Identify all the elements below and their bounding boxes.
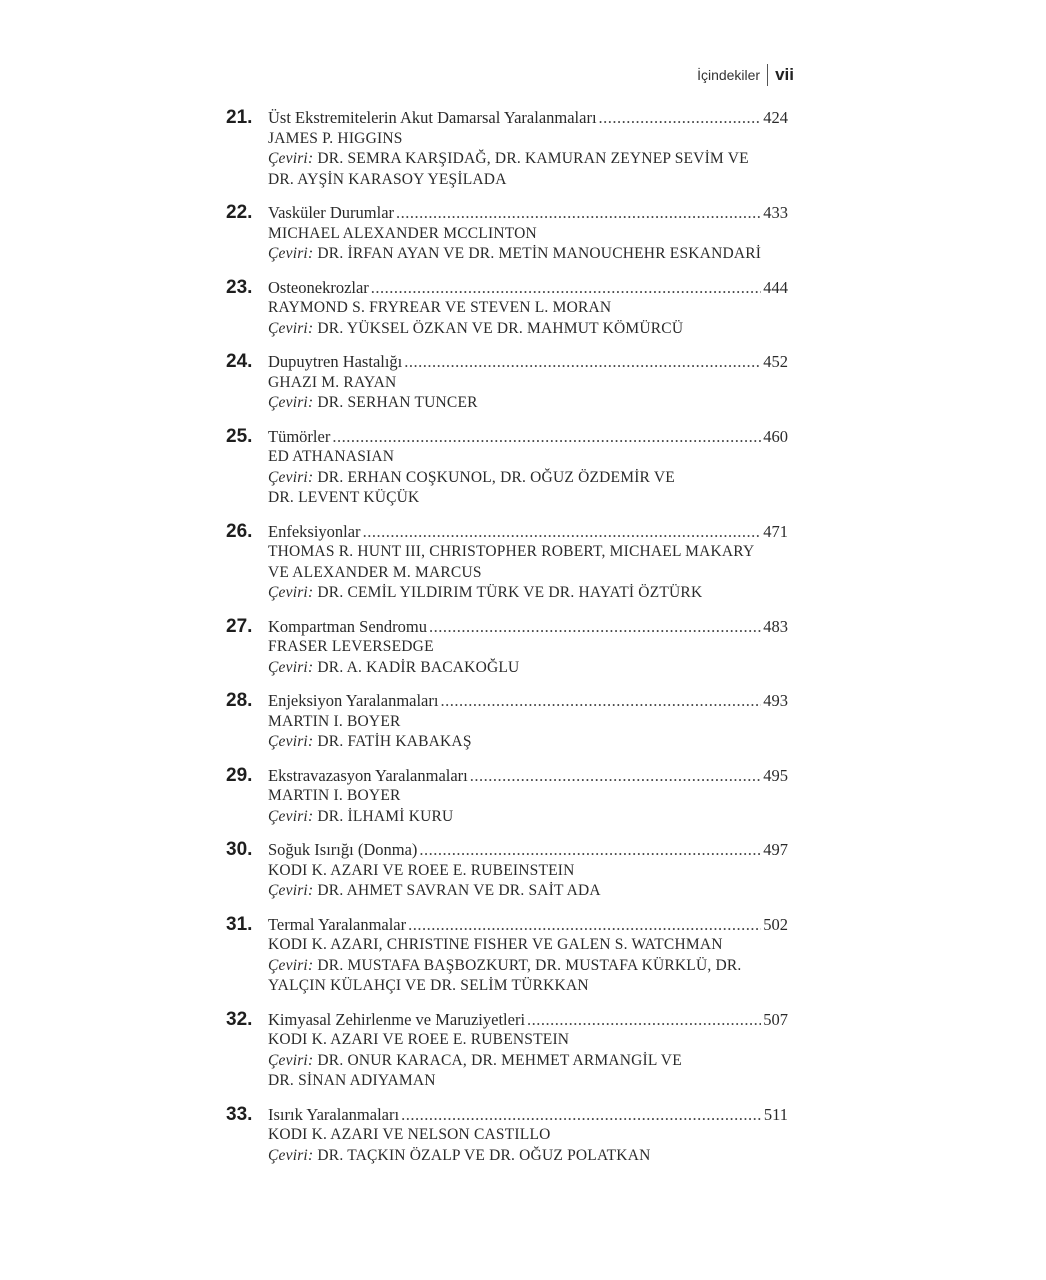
chapter-authors: MARTIN I. BOYER	[268, 712, 401, 730]
chapter-number: 23.	[226, 276, 253, 298]
chapter-page: 497	[763, 840, 788, 859]
chapter-title: Tümörler	[268, 426, 331, 446]
chapter-authors: THOMAS R. HUNT III, CHRISTOPHER ROBERT, MICHAEL MAKARY	[268, 543, 755, 560]
chapter-number: 21.	[226, 107, 253, 128]
chapter-number: 25.	[226, 425, 253, 447]
chapter-title: Isırık Yaralanmaları	[268, 1104, 400, 1124]
chapter-translators	[268, 149, 788, 170]
translation-label: Çeviri:	[268, 245, 314, 262]
chapter-number: 27.	[226, 615, 253, 637]
toc-entry-33	[222, 1105, 788, 1167]
toc-entry-28	[222, 691, 788, 753]
toc-entry-27	[222, 617, 788, 679]
leader-dots	[470, 766, 761, 787]
chapter-page: 433	[763, 203, 788, 222]
chapter-title: Soğuk Isırığı (Donma)	[268, 840, 418, 859]
leader-dots	[599, 108, 762, 129]
chapter-number: 30.	[226, 839, 253, 860]
chapter-title: Ekstravazasyon Yaralanmaları	[268, 765, 468, 785]
toc-entry-29	[222, 766, 788, 828]
chapter-title-line[interactable]	[268, 108, 788, 129]
chapter-authors: ED ATHANASIAN	[268, 448, 395, 465]
chapter-translators	[268, 1146, 788, 1167]
chapter-title-line[interactable]	[268, 1010, 788, 1031]
leader-dots	[404, 352, 761, 373]
chapter-number: 31.	[226, 913, 253, 935]
translation-label: Çeviri:	[268, 150, 314, 167]
chapter-number: 29.	[226, 764, 253, 786]
translators-line: DR. YÜKSEL ÖZKAN VE DR. MAHMUT KÖMÜRCÜ	[317, 319, 684, 337]
chapter-title: Kimyasal Zehirlenme ve Maruziyetleri	[268, 1009, 526, 1029]
chapter-title: Dupuytren Hastalığı	[268, 352, 403, 371]
chapter-title-line[interactable]	[268, 766, 788, 787]
translators-line: DR. A. KADİR BACAKOĞLU	[317, 658, 520, 676]
translators-line: YALÇIN KÜLAHÇI VE DR. SELİM TÜRKKAN	[268, 977, 589, 994]
chapter-authors: JAMES P. HIGGINS	[268, 129, 403, 147]
chapter-authors: KODI K. AZARI VE NELSON CASTILLO	[268, 1126, 551, 1143]
chapter-authors: MICHAEL ALEXANDER MCCLINTON	[268, 224, 537, 242]
chapter-title: Üst Ekstremitelerin Akut Damarsal Yaralanmaları	[268, 108, 597, 127]
chapter-page: 495	[763, 765, 788, 785]
translators-line: DR. SEMRA KARŞIDAĞ, DR. KAMURAN ZEYNEP SEVİM VE	[317, 150, 749, 167]
chapter-title-line[interactable]	[268, 1105, 788, 1126]
chapter-title-line[interactable]	[268, 840, 788, 861]
translation-label: Çeviri:	[268, 658, 314, 676]
chapter-title: Enjeksiyon Yaralanmaları	[268, 691, 439, 710]
leader-dots	[527, 1010, 761, 1031]
chapter-translators	[268, 881, 788, 902]
translators-line: DR. LEVENT KÜÇÜK	[268, 489, 420, 506]
chapter-authors: FRASER LEVERSEDGE	[268, 638, 434, 655]
chapter-title-line[interactable]	[268, 522, 788, 543]
chapter-title: Kompartman Sendromu	[268, 616, 428, 636]
chapter-title-line[interactable]	[268, 915, 788, 936]
chapter-authors: RAYMOND S. FRYREAR VE STEVEN L. MORAN	[268, 299, 612, 316]
chapter-translators	[268, 583, 788, 604]
translation-label: Çeviri:	[268, 1051, 314, 1069]
translators-line: DR. SİNAN ADIYAMAN	[268, 1072, 436, 1089]
translators-line: DR. TAÇKIN ÖZALP VE DR. OĞUZ POLATKAN	[317, 1146, 651, 1164]
chapter-authors: VE ALEXANDER M. MARCUS	[268, 563, 482, 581]
leader-dots	[429, 617, 761, 638]
translators-line: DR. İRFAN AYAN VE DR. METİN MANOUCHEHR ESKANDARİ	[317, 245, 762, 262]
header-title: İçindekiler	[697, 67, 761, 83]
chapter-translators	[268, 807, 788, 828]
translators-line: DR. İLHAMİ KURU	[317, 807, 454, 825]
translation-label: Çeviri:	[268, 394, 314, 411]
leader-dots	[371, 278, 761, 299]
running-header	[697, 64, 794, 86]
chapter-page: 507	[763, 1009, 788, 1029]
toc-entry-26	[222, 522, 788, 604]
chapter-translators	[268, 732, 788, 753]
chapter-page: 483	[763, 616, 788, 636]
chapter-number: 22.	[226, 202, 253, 223]
chapter-title-line[interactable]	[268, 203, 788, 224]
chapter-title-line[interactable]	[268, 352, 788, 373]
chapter-translators	[268, 658, 788, 679]
chapter-page: 460	[763, 426, 788, 446]
toc-entry-30	[222, 840, 788, 902]
translators-line: DR. MUSTAFA BAŞBOZKURT, DR. MUSTAFA KÜRKLÜ, DR.	[317, 956, 742, 974]
chapter-number: 24.	[226, 351, 253, 372]
toc-entry-25	[222, 427, 788, 509]
toc-entry-31	[222, 915, 788, 997]
chapter-number: 33.	[226, 1103, 253, 1125]
chapter-title-line[interactable]	[268, 691, 788, 712]
header-page-number: vii	[775, 65, 794, 84]
toc-entry-32	[222, 1010, 788, 1092]
chapter-number: 32.	[226, 1008, 253, 1030]
chapter-title: Termal Yaralanmalar	[268, 914, 407, 934]
translators-line: DR. FATİH KABAKAŞ	[317, 733, 472, 750]
chapter-page: 493	[763, 691, 788, 710]
translators-line: DR. AYŞİN KARASOY YEŞİLADA	[268, 170, 507, 188]
toc-entry-23	[222, 278, 788, 340]
chapter-authors: KODI K. AZARI VE ROEE E. RUBEINSTEIN	[268, 861, 575, 879]
leader-dots	[440, 691, 761, 712]
translation-label: Çeviri:	[268, 1146, 314, 1164]
translation-label: Çeviri:	[268, 733, 314, 750]
chapter-title: Osteonekrozlar	[268, 277, 369, 297]
leader-dots	[363, 522, 762, 543]
chapter-translators	[268, 956, 788, 977]
leader-dots	[401, 1105, 762, 1126]
chapter-title-line[interactable]	[268, 278, 788, 299]
translation-label: Çeviri:	[268, 584, 314, 601]
chapter-page: 502	[763, 914, 788, 934]
chapter-translators	[268, 468, 788, 489]
chapter-number: 28.	[226, 690, 253, 711]
chapter-translators	[268, 319, 788, 340]
chapter-page: 444	[763, 277, 788, 297]
leader-dots	[419, 840, 761, 861]
chapter-translators	[268, 244, 788, 265]
translation-label: Çeviri:	[268, 468, 314, 486]
chapter-authors: KODI K. AZARI VE ROEE E. RUBENSTEIN	[268, 1031, 570, 1048]
translation-label: Çeviri:	[268, 956, 314, 974]
translators-line: DR. ERHAN COŞKUNOL, DR. OĞUZ ÖZDEMİR VE	[317, 468, 675, 486]
toc-entry-24	[222, 352, 788, 414]
leader-dots	[332, 427, 761, 448]
table-of-contents	[222, 108, 788, 1179]
translators-line: DR. SERHAN TUNCER	[317, 394, 478, 411]
toc-entry-21	[222, 108, 788, 190]
leader-dots	[396, 203, 761, 224]
chapter-authors: MARTIN I. BOYER	[268, 787, 401, 804]
translation-label: Çeviri:	[268, 882, 314, 899]
translation-label: Çeviri:	[268, 807, 314, 825]
chapter-number: 26.	[226, 520, 253, 542]
chapter-authors: KODI K. AZARI, CHRISTINE FISHER VE GALEN S. WATCHMAN	[268, 936, 723, 953]
chapter-page: 511	[763, 1104, 788, 1124]
chapter-translators	[268, 393, 788, 414]
chapter-translators	[268, 1051, 788, 1072]
translation-label: Çeviri:	[268, 319, 314, 337]
leader-dots	[408, 915, 761, 936]
chapter-authors: GHAZI M. RAYAN	[268, 373, 397, 391]
header-divider	[767, 64, 768, 86]
chapter-title: Enfeksiyonlar	[268, 521, 361, 541]
chapter-title-line[interactable]	[268, 427, 788, 448]
chapter-page: 424	[763, 108, 788, 127]
translators-line: DR. AHMET SAVRAN VE DR. SAİT ADA	[317, 882, 601, 899]
chapter-page: 471	[763, 521, 788, 541]
toc-entry-22	[222, 203, 788, 265]
chapter-title: Vasküler Durumlar	[268, 203, 395, 222]
translators-line: DR. CEMİL YILDIRIM TÜRK VE DR. HAYATİ ÖZTÜRK	[317, 584, 703, 601]
chapter-page: 452	[763, 352, 788, 371]
translators-line: DR. ONUR KARACA, DR. MEHMET ARMANGİL VE	[317, 1051, 682, 1069]
chapter-title-line[interactable]	[268, 617, 788, 638]
